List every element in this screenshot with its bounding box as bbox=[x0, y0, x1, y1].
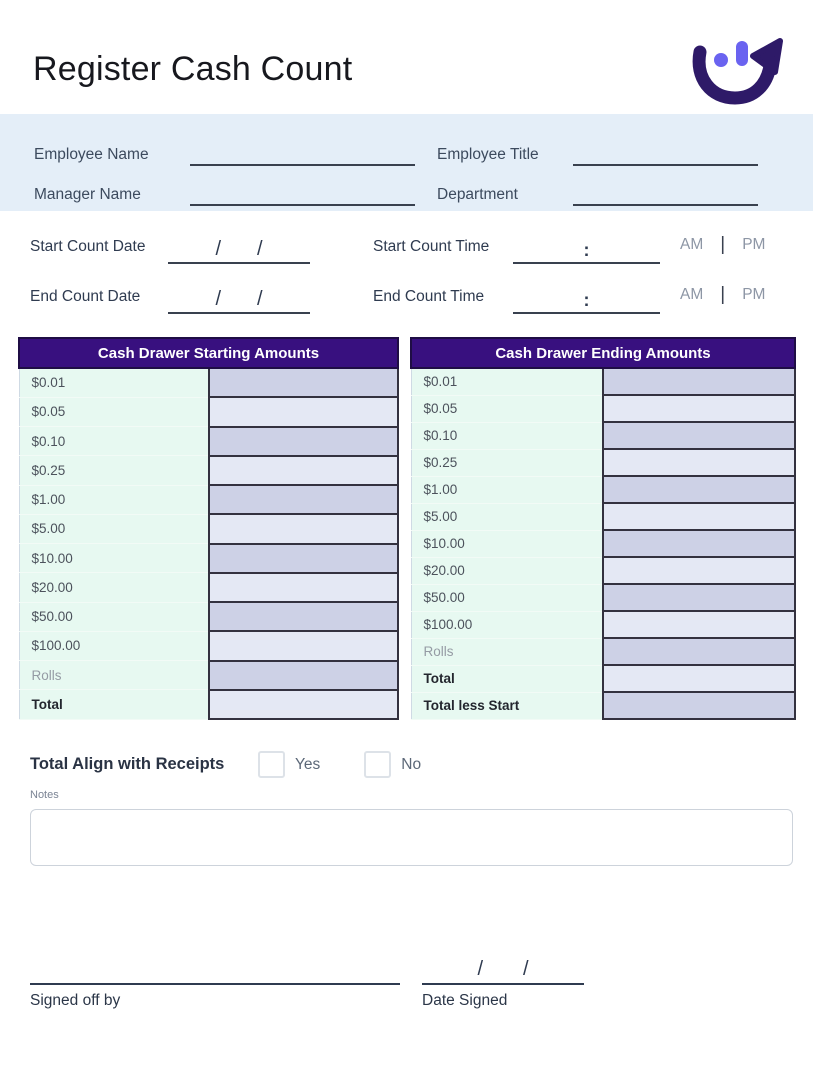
table-row bbox=[19, 456, 398, 485]
denomination-label: $0.01 bbox=[19, 368, 209, 397]
table-row bbox=[411, 692, 795, 719]
brand-logo bbox=[691, 36, 785, 106]
pm-option[interactable]: PM bbox=[742, 286, 766, 303]
denomination-label: $10.00 bbox=[19, 544, 209, 573]
table-row bbox=[19, 544, 398, 573]
no-checkbox[interactable] bbox=[364, 751, 391, 778]
amount-input-cell[interactable] bbox=[603, 530, 795, 557]
ending-table-title: Cash Drawer Ending Amounts bbox=[411, 338, 795, 368]
employee-name-field[interactable] bbox=[190, 140, 415, 166]
table-row bbox=[411, 665, 795, 692]
denomination-label: $20.00 bbox=[19, 573, 209, 602]
total-input-cell[interactable] bbox=[209, 690, 399, 719]
denomination-label: $0.25 bbox=[19, 456, 209, 485]
notes-textarea[interactable] bbox=[30, 809, 793, 866]
table-row bbox=[19, 427, 398, 456]
amount-input-cell[interactable] bbox=[209, 397, 399, 426]
date-slash: / bbox=[215, 288, 221, 310]
start-count-date-field[interactable] bbox=[168, 230, 310, 264]
ampm-divider: | bbox=[720, 284, 726, 305]
rolls-label: Rolls bbox=[19, 661, 209, 690]
denomination-label: $50.00 bbox=[19, 602, 209, 631]
denomination-label: $5.00 bbox=[19, 514, 209, 543]
am-option[interactable]: AM bbox=[680, 286, 704, 303]
amount-input-cell[interactable] bbox=[603, 638, 795, 665]
amount-input-cell[interactable] bbox=[209, 456, 399, 485]
total-input-cell[interactable] bbox=[603, 665, 795, 692]
table-row bbox=[411, 449, 795, 476]
signature-field[interactable] bbox=[30, 948, 400, 985]
denomination-label: $0.05 bbox=[19, 397, 209, 426]
employee-info-section bbox=[0, 114, 813, 211]
date-signed-label: Date Signed bbox=[422, 992, 508, 1009]
date-slash: / bbox=[477, 958, 483, 980]
amount-input-cell[interactable] bbox=[209, 631, 399, 660]
table-row bbox=[19, 573, 398, 602]
end-count-time-label: End Count Time bbox=[373, 288, 485, 305]
cash-tables-section bbox=[18, 337, 796, 720]
table-row bbox=[19, 602, 398, 631]
date-signed-field[interactable] bbox=[422, 948, 584, 985]
end-ampm-group bbox=[680, 284, 765, 314]
total-label: Total bbox=[411, 665, 603, 692]
info-row bbox=[34, 128, 813, 166]
pm-option[interactable]: PM bbox=[742, 236, 766, 253]
start-count-date-label: Start Count Date bbox=[30, 238, 146, 255]
count-datetime-section bbox=[0, 222, 813, 322]
denomination-label: $20.00 bbox=[411, 557, 603, 584]
table-row bbox=[411, 557, 795, 584]
amount-input-cell[interactable] bbox=[209, 514, 399, 543]
am-option[interactable]: AM bbox=[680, 236, 704, 253]
time-colon: : bbox=[583, 240, 590, 260]
notes-label: Notes bbox=[30, 789, 59, 801]
table-row bbox=[19, 661, 398, 690]
manager-name-field[interactable] bbox=[190, 180, 415, 206]
denomination-label: $0.05 bbox=[411, 395, 603, 422]
total-less-start-label: Total less Start bbox=[411, 692, 603, 719]
receipts-question-label: Total Align with Receipts bbox=[30, 755, 225, 773]
table-row bbox=[19, 485, 398, 514]
yes-checkbox[interactable] bbox=[258, 751, 285, 778]
department-label: Department bbox=[437, 186, 518, 203]
logo-bar-eye bbox=[736, 41, 748, 66]
start-count-time-field[interactable] bbox=[513, 230, 660, 264]
table-row bbox=[19, 368, 398, 397]
table-row bbox=[411, 503, 795, 530]
end-count-date-field[interactable] bbox=[168, 280, 310, 314]
date-slash: / bbox=[257, 238, 263, 260]
denomination-label: $10.00 bbox=[411, 530, 603, 557]
table-row bbox=[411, 530, 795, 557]
end-count-row bbox=[0, 272, 813, 314]
table-row bbox=[411, 476, 795, 503]
department-field[interactable] bbox=[573, 180, 758, 206]
date-slash: / bbox=[257, 288, 263, 310]
start-count-time-label: Start Count Time bbox=[373, 238, 490, 255]
receipts-alignment-section bbox=[30, 751, 421, 778]
denomination-label: $0.01 bbox=[411, 368, 603, 395]
amount-input-cell[interactable] bbox=[209, 427, 399, 456]
table-row bbox=[19, 631, 398, 660]
date-slash: / bbox=[523, 958, 529, 980]
notes-section bbox=[30, 789, 793, 866]
ending-amounts-table bbox=[410, 337, 796, 720]
amount-input-cell[interactable] bbox=[603, 449, 795, 476]
date-slash: / bbox=[215, 238, 221, 260]
table-row bbox=[19, 690, 398, 719]
total-label: Total bbox=[19, 690, 209, 719]
table-row bbox=[19, 397, 398, 426]
table-row bbox=[411, 611, 795, 638]
amount-input-cell[interactable] bbox=[209, 602, 399, 631]
signoff-section bbox=[30, 948, 584, 1010]
page-title: Register Cash Count bbox=[33, 50, 353, 88]
amount-input-cell[interactable] bbox=[603, 422, 795, 449]
ampm-divider: | bbox=[720, 234, 726, 255]
denomination-label: $0.25 bbox=[411, 449, 603, 476]
yes-label: Yes bbox=[295, 755, 321, 773]
no-label: No bbox=[401, 755, 422, 773]
denomination-label: $100.00 bbox=[411, 611, 603, 638]
denomination-label: $0.10 bbox=[411, 422, 603, 449]
amount-input-cell[interactable] bbox=[603, 503, 795, 530]
rolls-label: Rolls bbox=[411, 638, 603, 665]
date-signed-group bbox=[422, 948, 584, 1010]
denomination-label: $50.00 bbox=[411, 584, 603, 611]
start-count-row bbox=[0, 222, 813, 264]
end-count-time-field[interactable] bbox=[513, 280, 660, 314]
time-colon: : bbox=[583, 290, 590, 310]
denomination-label: $1.00 bbox=[411, 476, 603, 503]
table-row bbox=[411, 368, 795, 395]
amount-input-cell[interactable] bbox=[603, 476, 795, 503]
total-less-start-input-cell[interactable] bbox=[603, 692, 795, 719]
signature-group bbox=[30, 948, 400, 1010]
amount-input-cell[interactable] bbox=[209, 485, 399, 514]
denomination-label: $100.00 bbox=[19, 631, 209, 660]
denomination-label: $0.10 bbox=[19, 427, 209, 456]
amount-input-cell[interactable] bbox=[603, 584, 795, 611]
amount-input-cell[interactable] bbox=[209, 573, 399, 602]
amount-input-cell[interactable] bbox=[209, 661, 399, 690]
manager-name-label: Manager Name bbox=[34, 186, 141, 203]
amount-input-cell[interactable] bbox=[603, 611, 795, 638]
denomination-label: $1.00 bbox=[19, 485, 209, 514]
arrow-head-icon bbox=[753, 41, 780, 72]
employee-name-label: Employee Name bbox=[34, 146, 149, 163]
amount-input-cell[interactable] bbox=[209, 544, 399, 573]
starting-table-title: Cash Drawer Starting Amounts bbox=[19, 338, 398, 368]
table-row bbox=[411, 638, 795, 665]
amount-input-cell[interactable] bbox=[603, 395, 795, 422]
logo-dot-eye bbox=[714, 53, 728, 67]
amount-input-cell[interactable] bbox=[209, 368, 399, 397]
starting-amounts-table bbox=[18, 337, 399, 720]
signed-off-by-label: Signed off by bbox=[30, 992, 121, 1009]
table-row bbox=[411, 584, 795, 611]
end-count-date-label: End Count Date bbox=[30, 288, 141, 305]
table-row bbox=[411, 395, 795, 422]
table-row bbox=[411, 422, 795, 449]
info-row bbox=[34, 168, 813, 206]
employee-title-field[interactable] bbox=[573, 140, 758, 166]
table-row bbox=[19, 514, 398, 543]
employee-title-label: Employee Title bbox=[437, 146, 539, 163]
amount-input-cell[interactable] bbox=[603, 368, 795, 395]
denomination-label: $5.00 bbox=[411, 503, 603, 530]
start-ampm-group bbox=[680, 234, 765, 264]
amount-input-cell[interactable] bbox=[603, 557, 795, 584]
